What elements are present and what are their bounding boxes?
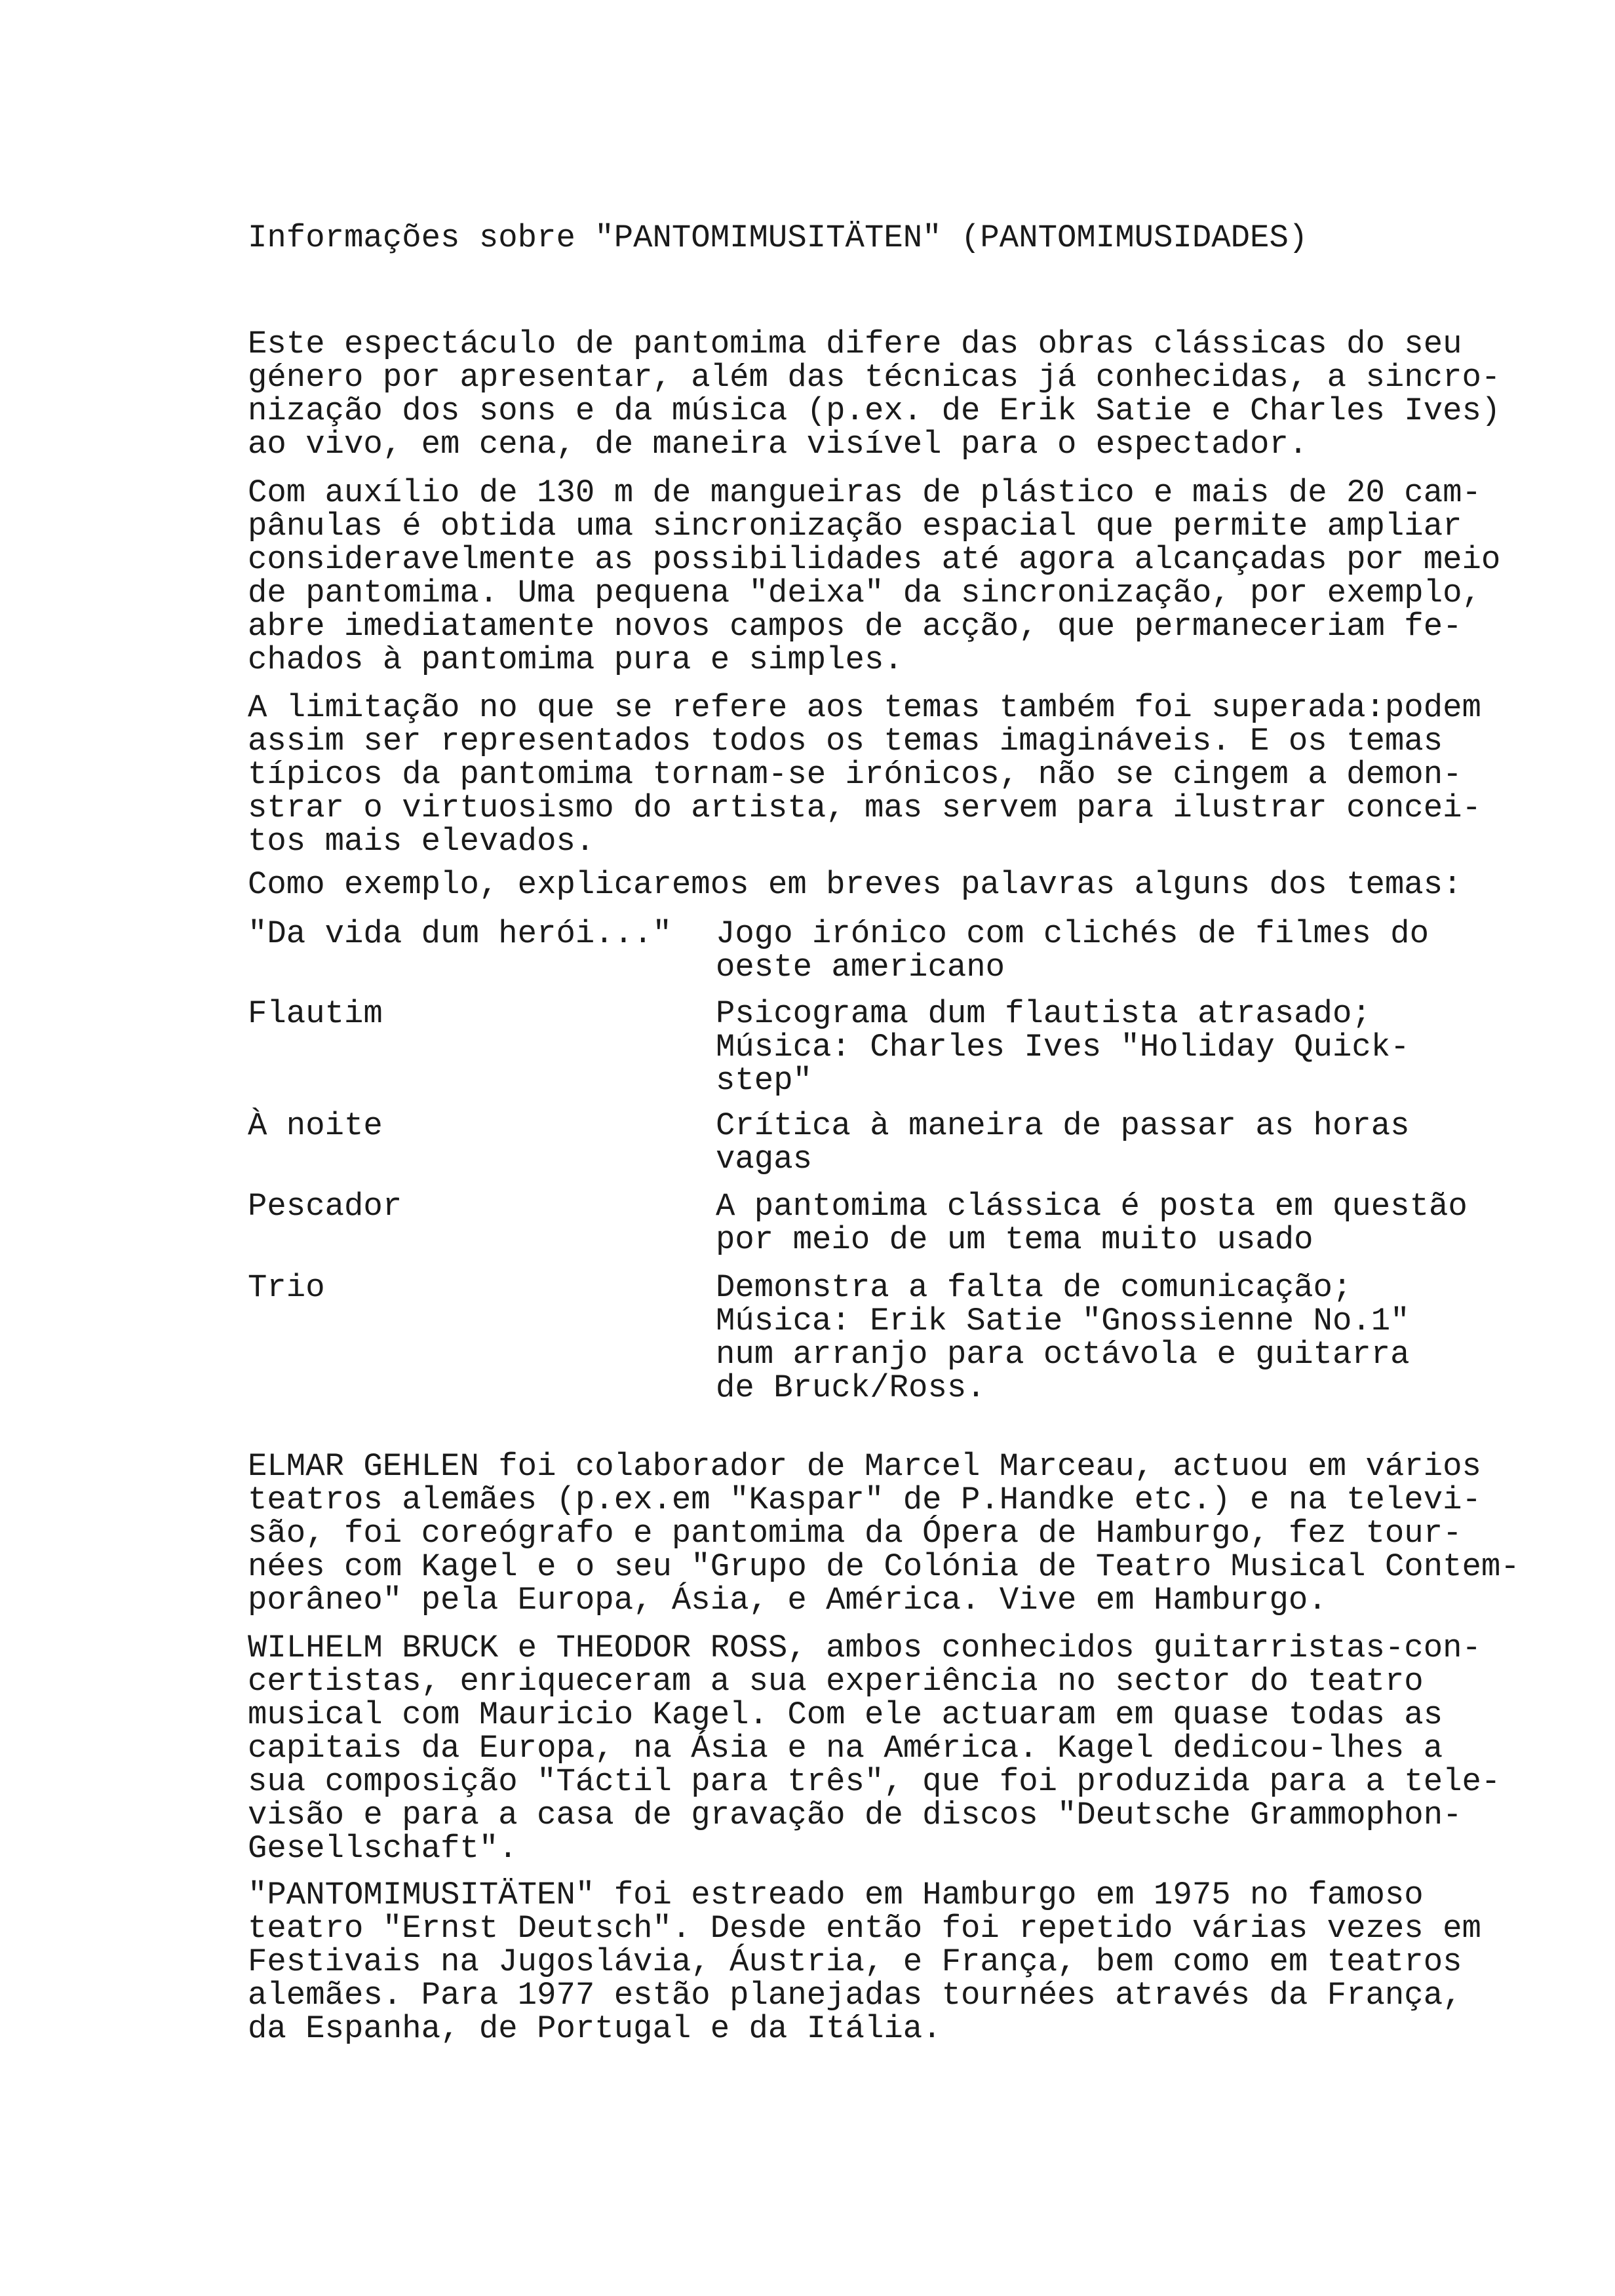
premiere-paragraph [248, 1879, 1552, 2046]
theme-title: Pescador [248, 1188, 402, 1225]
bio-paragraph-gehlen [248, 1450, 1552, 1617]
text-line: visão e para a casa de gravação de discos "Deutsche Grammophon- [248, 1797, 1462, 1833]
theme-description [716, 1271, 1561, 1405]
text-line: pânulas é obtida uma sincronização espacial que permite ampliar [248, 508, 1462, 545]
text-line: Música: Charles Ives "Holiday Quick- [716, 1029, 1410, 1065]
theme-description [716, 1109, 1561, 1176]
text-line: de pantomima. Uma pequena "deixa" da sincronização, por exemplo, [248, 575, 1481, 611]
text-line: Este espectáculo de pantomima difere das obras clássicas do seu [248, 326, 1462, 362]
text-line: Com auxílio de 130 m de mangueiras de plástico e mais de 20 cam- [248, 474, 1481, 511]
text-line: porâneo" pela Europa, Ásia, e América. Vive em Hamburgo. [248, 1582, 1327, 1618]
text-line: strar o virtuosismo do artista, mas servem para ilustrar concei- [248, 790, 1481, 826]
text-line: Demonstra a falta de comunicação; [716, 1269, 1352, 1306]
text-line: Música: Erik Satie "Gnossienne No.1" [716, 1303, 1410, 1339]
theme-title: Flautim [248, 995, 383, 1032]
text-line: sua composição "Táctil para três", que foi produzida para a tele- [248, 1763, 1501, 1800]
intro-paragraph-3 [248, 691, 1552, 858]
text-line: oeste americano [716, 949, 1005, 985]
text-line: consideravelmente as possibilidades até agora alcançadas por meio [248, 541, 1501, 578]
text-line: nées com Kagel e o seu "Grupo de Colónia de Teatro Musical Contem- [248, 1548, 1520, 1585]
theme-description [716, 917, 1561, 984]
text-line: WILHELM BRUCK e THEODOR ROSS, ambos conhecidos guitarristas-con- [248, 1630, 1481, 1666]
text-line: chados à pantomima pura e simples. [248, 641, 903, 678]
text-line: abre imediatamente novos campos de acção, que permaneceriam fe- [248, 608, 1462, 645]
text-line: "PANTOMIMUSITÄTEN" foi estreado em Hamburgo em 1975 no famoso [248, 1877, 1424, 1913]
page-title: Informações sobre "PANTOMIMUSITÄTEN" (PANTOMIMUSIDADES) [248, 220, 1308, 256]
text-line: num arranjo para octávola e guitarra [716, 1336, 1410, 1373]
text-line: assim ser representados todos os temas imagináveis. E os temas [248, 723, 1443, 759]
text-line: alemães. Para 1977 estão planejadas tournées através da França, [248, 1977, 1462, 2014]
text-line: género por apresentar, além das técnicas já conhecidas, a sincro- [248, 359, 1501, 396]
text-line: Crítica à maneira de passar as horas [716, 1107, 1410, 1144]
text-line: Festivais na Jugoslávia, Áustria, e França, bem como em teatros [248, 1943, 1462, 1980]
theme-description [716, 997, 1561, 1098]
text-line: ELMAR GEHLEN foi colaborador de Marcel Marceau, actuou em vários [248, 1448, 1481, 1485]
intro-paragraph-4 [248, 868, 1552, 902]
text-line: Psicograma dum flautista atrasado; [716, 995, 1371, 1032]
bio-paragraph-bruck-ross [248, 1632, 1552, 1866]
text-line: típicos da pantomima tornam-se irónicos, não se cingem a demon- [248, 756, 1462, 793]
text-line: capitais da Europa, na Ásia e na América. Kagel dedicou-lhes a [248, 1730, 1443, 1767]
text-line: step" [716, 1062, 813, 1099]
theme-title: À noite [248, 1107, 383, 1144]
text-line: A limitação no que se refere aos temas também foi superada:podem [248, 689, 1481, 726]
intro-paragraph-2 [248, 476, 1552, 677]
theme-title: "Da vida dum herói..." [248, 915, 672, 952]
text-line: A pantomima clássica é posta em questão [716, 1188, 1468, 1225]
text-line: ao vivo, em cena, de maneira visível para o espectador. [248, 426, 1308, 463]
text-line: Como exemplo, explicaremos em breves palavras alguns dos temas: [248, 866, 1462, 903]
intro-paragraph-1 [248, 328, 1552, 461]
text-line: teatros alemães (p.ex.em "Kaspar" de P.Handke etc.) e na televi- [248, 1482, 1481, 1518]
text-line: musical com Mauricio Kagel. Com ele actuaram em quase todas as [248, 1696, 1443, 1733]
text-line: tos mais elevados. [248, 823, 595, 860]
text-line: Gesellschaft". [248, 1830, 518, 1867]
theme-description [716, 1190, 1561, 1257]
text-line: teatro "Ernst Deutsch". Desde então foi repetido várias vezes em [248, 1910, 1481, 1947]
theme-title: Trio [248, 1269, 325, 1306]
text-line: de Bruck/Ross. [716, 1369, 986, 1406]
text-line: vagas [716, 1141, 813, 1177]
text-line: Jogo irónico com clichés de filmes do [716, 915, 1429, 952]
text-line: da Espanha, de Portugal e da Itália. [248, 2010, 942, 2047]
text-line: certistas, enriqueceram a sua experiência no sector do teatro [248, 1663, 1424, 1700]
text-line: nização dos sons e da música (p.ex. de Erik Satie e Charles Ives) [248, 392, 1501, 429]
text-line: são, foi coreógrafo e pantomima da Ópera de Hamburgo, fez tour- [248, 1515, 1462, 1552]
text-line: por meio de um tema muito usado [716, 1221, 1313, 1258]
